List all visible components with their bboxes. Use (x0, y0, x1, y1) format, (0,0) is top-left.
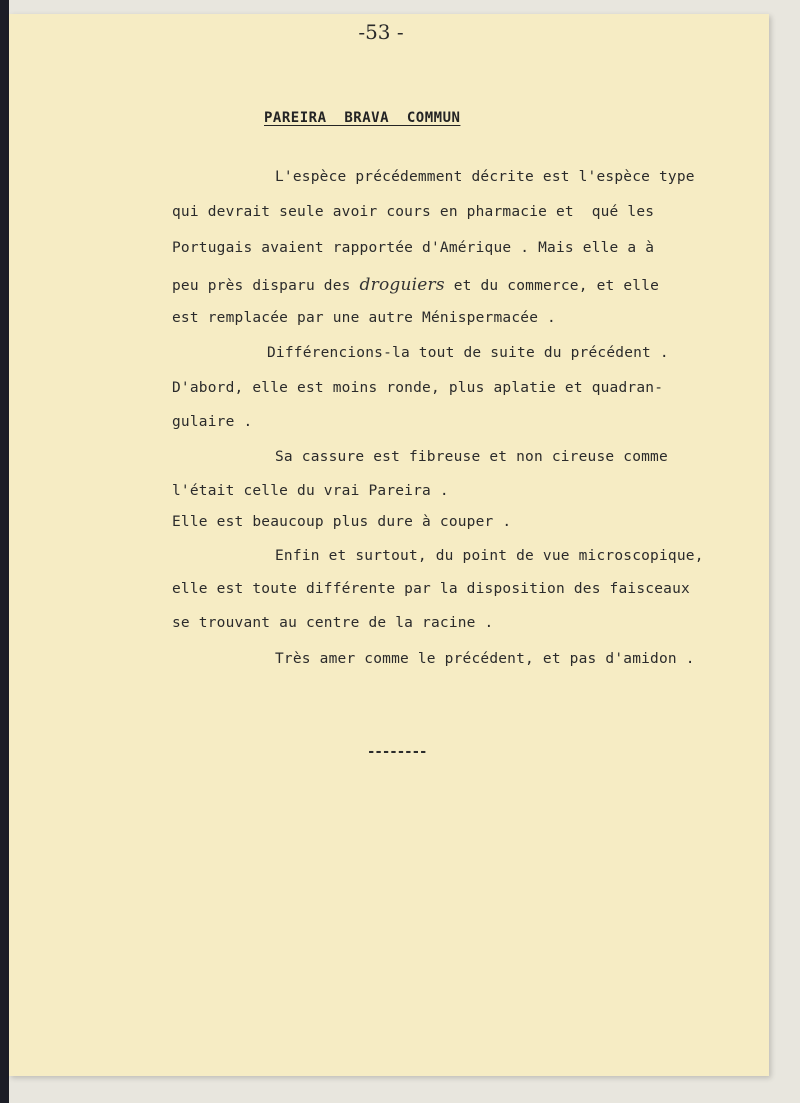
text-line: est remplacée par une autre Ménispermacée . (172, 310, 556, 326)
section-separator: -------- (367, 744, 427, 760)
text-line: Enfin et surtout, du point de vue microscopique, (275, 548, 704, 564)
text-line: Très amer comme le précédent, et pas d'amidon . (275, 651, 695, 667)
text-segment: et du commerce, et elle (444, 278, 660, 294)
text-line: se trouvant au centre de la racine . (172, 615, 494, 631)
text-line: Sa cassure est fibreuse et non cireuse comme (275, 449, 668, 465)
text-line: D'abord, elle est moins ronde, plus aplatie et quadran- (172, 380, 664, 396)
handwritten-correction: droguiers (359, 275, 445, 295)
text-line: Elle est beaucoup plus dure à couper . (172, 514, 512, 530)
text-line: gulaire . (172, 414, 253, 430)
text-line: L'espèce précédemment décrite est l'espèce type (275, 169, 695, 185)
text-line: l'était celle du vrai Pareira . (172, 483, 449, 499)
text-line: qui devrait seule avoir cours en pharmacie et qué les (172, 204, 655, 220)
text-line (172, 275, 659, 295)
binding-edge (0, 0, 9, 1103)
document-page (9, 14, 769, 1076)
text-line: Portugais avaient rapportée d'Amérique . Mais elle a à (172, 240, 655, 256)
text-line: elle est toute différente par la disposition des faisceaux (172, 581, 690, 597)
page-number: -53 - (358, 20, 404, 44)
text-line: Différencions-la tout de suite du précédent . (267, 345, 669, 361)
page-title: PAREIRA BRAVA COMMUN (264, 110, 461, 126)
text-segment: peu près disparu des (172, 278, 360, 294)
